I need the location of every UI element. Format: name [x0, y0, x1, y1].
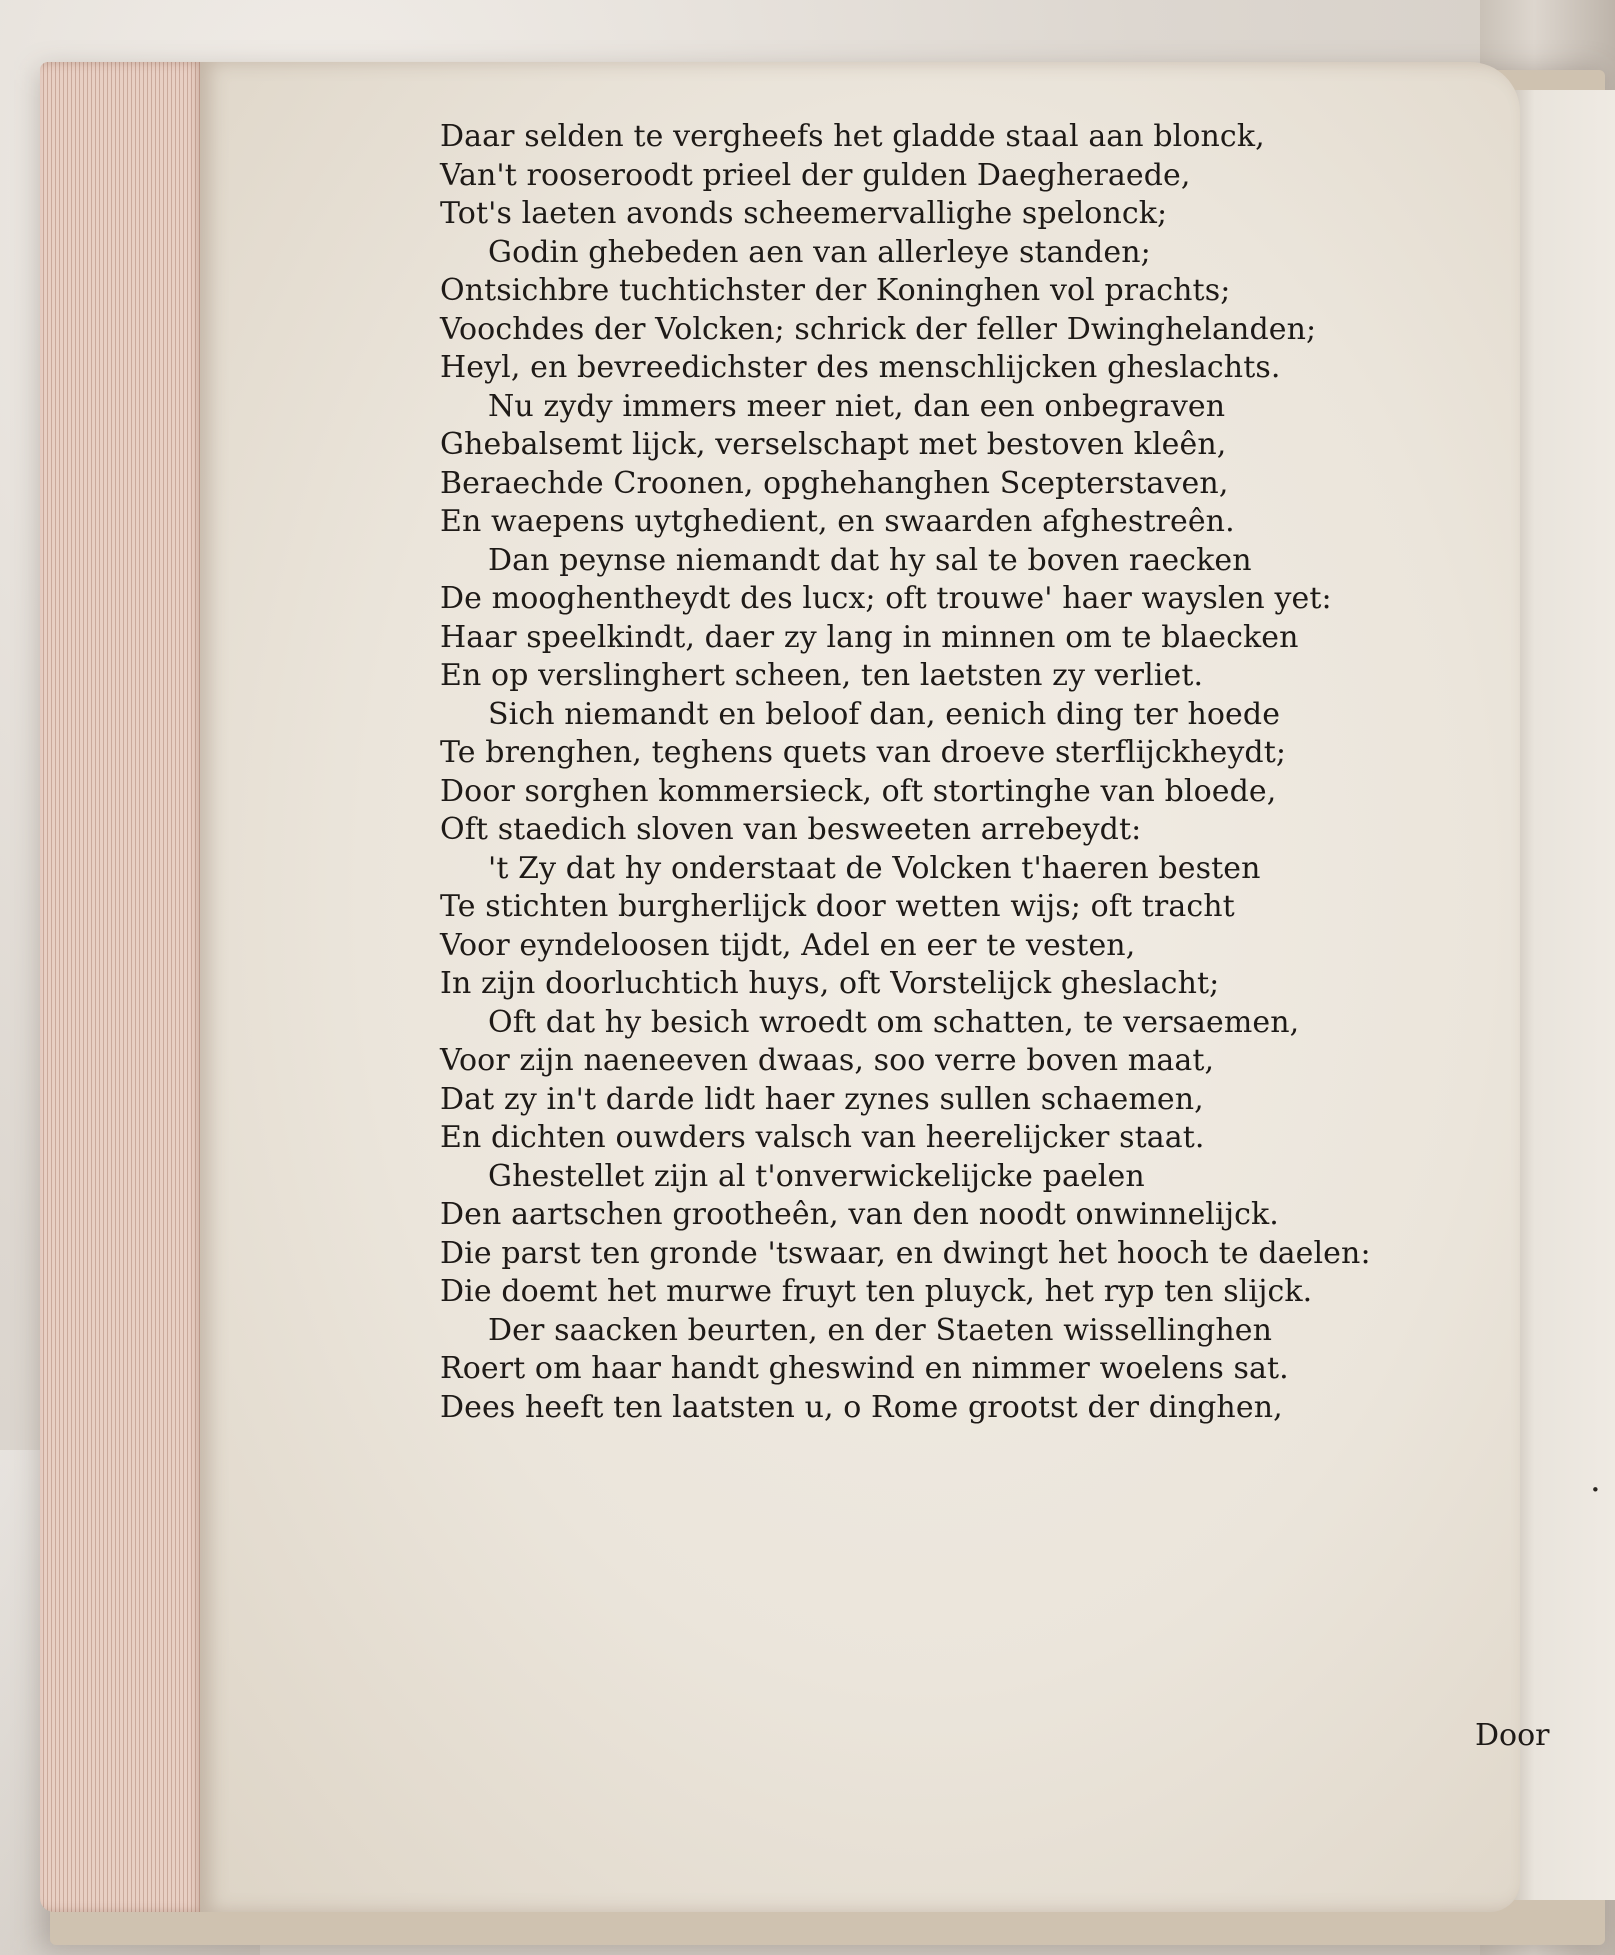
poem-line: Voochdes der Volcken; schrick der feller Dwinghelanden; — [440, 311, 1317, 347]
poem-line: 't Zy dat hy onderstaat de Volcken t'haeren besten — [488, 850, 1261, 886]
poem-text-block — [440, 118, 1480, 1427]
poem-line: En waepens uytghedient, en swaarden afghestreên. — [440, 504, 1235, 539]
poem-line: De mooghentheydt des lucx; oft trouwe' haer wayslen yet: — [440, 581, 1332, 616]
poem-line: Dan peynse niemandt dat hy sal te boven raecken — [488, 542, 1252, 578]
poem-line: Oft staedich sloven van besweeten arrebeydt: — [440, 812, 1142, 847]
poem-line: Heyl, en bevreedichster des menschlijcken gheslachts. — [440, 350, 1281, 385]
poem-line: En dichten ouwders valsch van heerelijcker staat. — [440, 1120, 1205, 1155]
poem-line: Sich niemandt en beloof dan, eenich ding ter hoede — [488, 696, 1281, 732]
poem-line: Ghebalsemt lijck, verselschapt met bestoven kleên, — [440, 427, 1227, 462]
poem-line: Die doemt het murwe fruyt ten pluyck, het ryp ten slijck. — [440, 1274, 1313, 1309]
poem-line: Door sorghen kommersieck, oft stortinghe van bloede, — [440, 773, 1277, 809]
poem-line: Tot's laeten avonds scheemervallighe spelonck; — [440, 196, 1168, 231]
poem-line: Van't rooseroodt prieel der gulden Daegheraede, — [440, 157, 1191, 193]
poem-line: Daar selden te vergheefs het gladde staal aan blonck, — [440, 119, 1265, 154]
catchword: Door — [1475, 1718, 1550, 1753]
poem-line: Oft dat hy besich wroedt om schatten, te versaemen, — [488, 1004, 1300, 1040]
poem-line: Voor eyndeloosen tijdt, Adel en eer te vesten, — [440, 927, 1136, 963]
poem-line: Dat zy in't darde lidt haer zynes sullen schaemen, — [440, 1081, 1204, 1117]
facing-page-glyph: · — [1590, 1470, 1601, 1510]
poem-line: Roert om haar handt gheswind en nimmer woelens sat. — [440, 1351, 1289, 1386]
poem-line: Godin ghebeden aen van allerleye standen; — [488, 234, 1151, 270]
poem-line: Ghestellet zijn al t'onverwickelijcke paelen — [488, 1158, 1145, 1194]
poem-line: Voor zijn naeneeven dwaas, soo verre boven maat, — [440, 1043, 1215, 1078]
poem-line: Der saacken beurten, en der Staeten wissellinghen — [488, 1312, 1273, 1348]
poem-line: En op verslinghert scheen, ten laetsten zy verliet. — [440, 658, 1204, 693]
poem-line: Te brenghen, teghens quets van droeve sterflijckheydt; — [440, 735, 1287, 770]
poem-line: Te stichten burgherlijck door wetten wijs; oft tracht — [440, 889, 1235, 924]
poem-line: Haar speelkindt, daer zy lang in minnen om te blaecken — [440, 619, 1299, 655]
poem-line: Die parst ten gronde 'tswaar, en dwingt het hooch te daelen: — [440, 1235, 1371, 1271]
poem-line: In zijn doorluchtich huys, oft Vorstelijck gheslacht; — [440, 966, 1220, 1001]
poem-line: Nu zydy immers meer niet, dan een onbegraven — [488, 388, 1226, 424]
poem-line: Beraechde Croonen, opghehanghen Scepterstaven, — [440, 465, 1229, 501]
poem-line: Dees heeft ten laatsten u, o Rome grootst der dinghen, — [440, 1389, 1283, 1425]
page-edges — [40, 62, 205, 1912]
poem-line: Ontsichbre tuchtichster der Koninghen vol prachts; — [440, 273, 1231, 308]
poem-line: Den aartschen grootheên, van den noodt onwinnelijck. — [440, 1197, 1279, 1232]
